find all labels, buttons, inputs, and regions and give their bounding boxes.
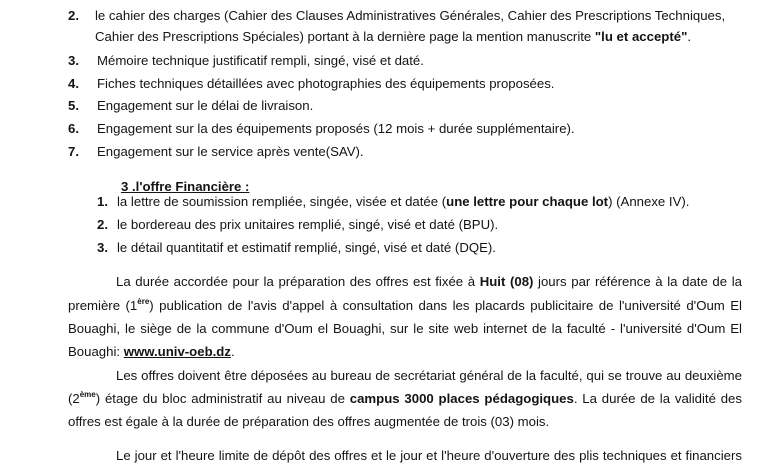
emphasis-text: campus 3000 places pédagogiques xyxy=(349,391,574,406)
paragraph-text: (2 xyxy=(68,391,80,406)
list-item-number: 2. xyxy=(68,8,79,23)
list-item-text: Engagement sur la des équipements proposés (12 mois + durée supplémentaire). xyxy=(97,121,575,136)
paragraph-line xyxy=(68,321,742,337)
paragraph-line xyxy=(68,368,742,384)
superscript: ème xyxy=(79,390,96,399)
paragraph-text: ) publication de l'avis d'appel à consultation dans les placards publicitaire de l'université d'Oum El xyxy=(149,298,742,313)
paragraph-deadline xyxy=(68,448,742,464)
paragraph-text: première (1 xyxy=(68,298,138,313)
list-item-text: Engagement sur le service après vente(SAV). xyxy=(97,144,364,159)
list-item-text: le bordereau des prix unitaires remplié, singé, visé et daté (BPU). xyxy=(117,217,499,232)
list-item-text: Fiches techniques détaillées avec photographies des équipements proposées. xyxy=(97,76,555,91)
list-item-number: 7. xyxy=(68,144,79,159)
list-item-text: le détail quantitatif et estimatif remplié, singé, visé et daté (DQE). xyxy=(117,240,496,255)
paragraph-line xyxy=(68,391,742,407)
list-item-text: Engagement sur le délai de livraison. xyxy=(97,98,314,113)
handwritten-mention: "lu et accepté" xyxy=(594,29,688,44)
paragraph-text: Bouaghi, le siège de la commune d'Oum el Bouaghi, sur le site web internet de la faculté - l'université d'Oum El xyxy=(68,321,742,336)
paragraph-text: Les offres doivent être déposées au bureau de secrétariat général de la faculté, qui se trouve au deuxième xyxy=(116,368,742,383)
paragraph-text: La durée accordée pour la préparation des offres est fixée à xyxy=(116,274,480,289)
list-item-text: Mémoire technique justificatif rempli, singé, visé et daté. xyxy=(97,53,424,68)
paragraph-text: ) étage du bloc administratif au niveau de xyxy=(95,391,350,406)
paragraph-line xyxy=(68,274,742,290)
paragraph-text: Le jour et l'heure limite de dépôt des offres et le jour et l'heure d'ouverture des plis techniques et financiers xyxy=(116,448,742,463)
website-link[interactable]: www.univ-oeb.dz xyxy=(123,344,231,359)
list-item-text: la lettre de soumission rempliée, singée, visée et datée ( xyxy=(117,194,447,209)
emphasis-text: une lettre pour chaque lot xyxy=(446,194,609,209)
paragraph-text: offres est égale à la durée de préparation des offres augmentée de trois (03) mois. xyxy=(68,414,550,429)
list-item-number: 1. xyxy=(97,194,108,209)
list-item-text: le cahier des charges (Cahier des Clauses Administratives Générales, Cahier des Prescriptions Techniques, xyxy=(95,8,726,23)
list-item-number: 3. xyxy=(97,240,108,255)
paragraph-line xyxy=(68,298,742,314)
list-item-number: 3. xyxy=(68,53,79,68)
list-item-number: 2. xyxy=(97,217,108,232)
emphasis-text: Huit (08) xyxy=(479,274,534,289)
list-item-text: Cahier des Prescriptions Spéciales) portant à la dernière page la mention manuscrite xyxy=(95,29,595,44)
punctuation: . xyxy=(230,344,235,359)
punctuation: . xyxy=(687,29,691,44)
section-title: 3 .l'offre Financière : xyxy=(121,179,250,194)
paragraph-text: Bouaghi: xyxy=(68,344,124,359)
list-item-number: 6. xyxy=(68,121,79,136)
list-item-text-end: ) (Annexe IV). xyxy=(608,194,690,209)
paragraph-line xyxy=(68,344,742,360)
paragraph-text: . La durée de la validité des xyxy=(573,391,742,406)
paragraph-line xyxy=(68,414,742,430)
list-item-number: 4. xyxy=(68,76,79,91)
paragraph-text: jours par référence à la date de la xyxy=(533,274,742,289)
list-item-number: 5. xyxy=(68,98,79,113)
superscript: ère xyxy=(137,297,150,306)
